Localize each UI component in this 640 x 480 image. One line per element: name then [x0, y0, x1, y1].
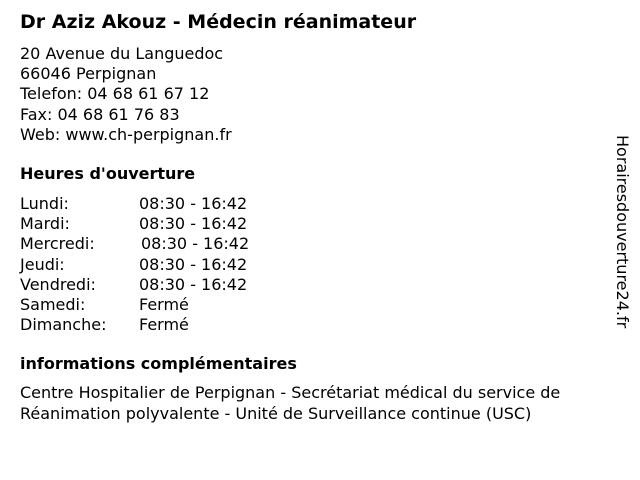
time-value: 08:30 - 16:42 — [139, 274, 248, 294]
day-label: Dimanche: — [20, 315, 107, 335]
phone-number: Telefon: 04 68 61 67 12 — [20, 84, 210, 104]
day-label: Mardi: — [20, 214, 70, 234]
time-value: 08:30 - 16:42 — [139, 254, 248, 274]
day-label: Vendredi: — [20, 274, 96, 294]
page-title: Dr Aziz Akouz - Médecin réanimateur — [20, 11, 417, 33]
info-line: Centre Hospitalier de Perpignan - Secrétariat médical du service de — [20, 383, 561, 402]
address-street: 20 Avenue du Languedoc — [20, 44, 224, 63]
address-city: 66046 Perpignan — [20, 64, 157, 84]
site-watermark: Horairesdouverture24.fr — [613, 135, 632, 329]
time-value: 08:30 - 16:42 — [139, 194, 248, 213]
day-label: Mercredi: — [20, 234, 95, 254]
time-value: 08:30 - 16:42 — [139, 214, 248, 234]
info-line: Réanimation polyvalente - Unité de Surveillance continue (USC) — [20, 403, 532, 423]
website: Web: www.ch-perpignan.fr — [20, 124, 232, 144]
time-value: Fermé — [139, 294, 189, 314]
info-heading: informations complémentaires — [20, 354, 297, 373]
day-label: Lundi: — [20, 194, 69, 213]
day-label: Jeudi: — [20, 254, 65, 274]
contact-block — [20, 44, 232, 145]
time-value: 08:30 - 16:42 — [141, 234, 250, 254]
info-description — [20, 383, 620, 424]
time-value: Fermé — [139, 315, 189, 335]
hours-heading: Heures d'ouverture — [20, 164, 196, 183]
day-label: Samedi: — [20, 294, 86, 314]
fax-number: Fax: 04 68 61 76 83 — [20, 104, 180, 124]
